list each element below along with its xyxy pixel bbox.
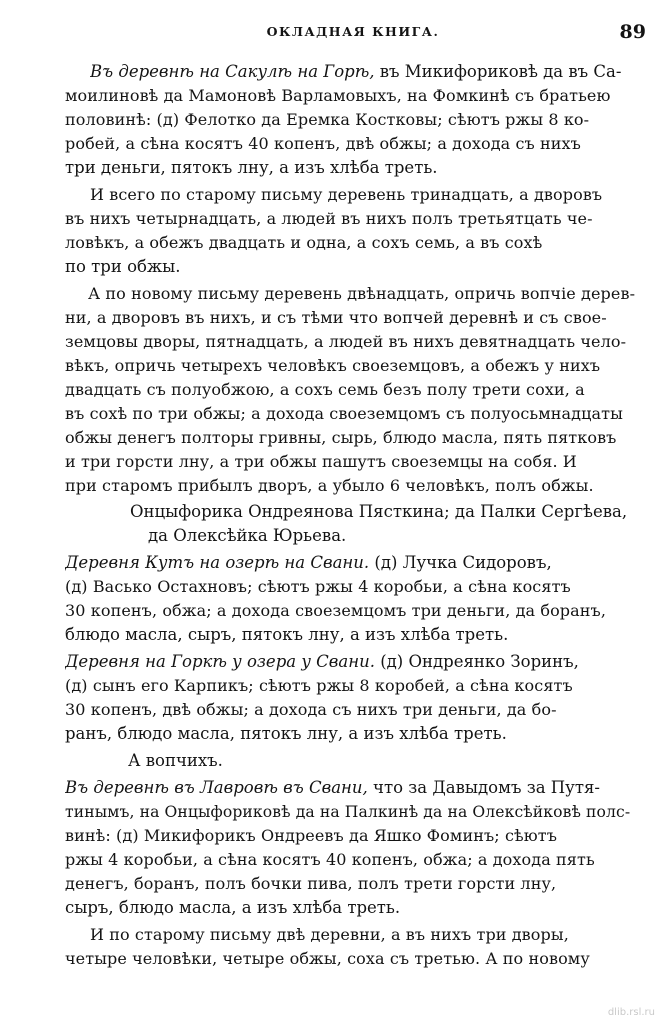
text-line: 30 копенъ, обжа; а дохода своеземцомъ три деньги, да боранъ,: [65, 601, 607, 620]
text-line: въ сохѣ по три обжы; а дохода своеземцомъ съ полуосьмнадцаты: [65, 404, 623, 423]
village-name: Деревня на Горкѣ у озера у Свани.: [65, 652, 375, 671]
text-line: 30 копенъ, двѣ обжы; а дохода съ нихъ три деньги, да бо-: [65, 700, 557, 719]
text-line: тинымъ, на Онцыфориковѣ да на Палкинѣ да на Олексѣйковѣ полс-: [65, 803, 631, 821]
text-line: четыре человѣки, четыре обжы, соха съ третью. А по новому: [65, 949, 590, 968]
text-line: по три обжы.: [65, 257, 181, 276]
text-line: И по старому письму двѣ деревни, а въ нихъ три дворы,: [90, 925, 569, 944]
running-head: [60, 21, 646, 46]
text-line: А по новому письму деревень двѣнадцать, опричь вопчіе дерев-: [88, 284, 636, 303]
text-line: сыръ, блюдо масла, а изъ хлѣба треть.: [65, 898, 401, 917]
watermark: dlib.rsl.ru: [607, 1007, 655, 1018]
text-line: (д) Васько Остахновъ; сѣютъ ржы 4 коробьи, а сѣна косятъ: [65, 577, 571, 596]
text-line: ржы 4 коробьи, а сѣна косятъ 40 копенъ, обжа; а дохода пять: [65, 850, 595, 869]
text-line: земцовы дворы, пятнадцать, а людей въ нихъ девятнадцать чело-: [65, 332, 627, 351]
text-line: двадцать съ полуобжою, а сохъ семь безъ полу трети сохи, а: [65, 380, 585, 399]
text-line: вѣкъ, опричь четырехъ человѣкъ своеземцовъ, а обежъ у нихъ: [65, 356, 601, 375]
text-line: робей, а сѣна косятъ 40 копенъ, двѣ обжы; а дохода съ нихъ: [65, 134, 581, 153]
village-name: Деревня Кутъ на озерѣ на Свани.: [65, 553, 370, 572]
text-line: винѣ: (д) Микифорикъ Ондреевъ да Яшко Фоминъ; сѣютъ: [65, 826, 558, 845]
text-line: [65, 776, 600, 800]
page-number: 89: [619, 21, 646, 43]
text-line: три деньги, пятокъ лну, а изъ хлѣба треть.: [65, 158, 438, 177]
section-heading: А вопчихъ.: [128, 751, 223, 770]
running-title: ОКЛАДНАЯ КНИГА.: [266, 24, 440, 39]
text-line: обжы денегъ полторы гривны, сырь, блюдо масла, пять пятковъ: [65, 428, 617, 447]
text-line: [90, 60, 621, 84]
text-line: моилиновѣ да Мамоновѣ Варламовыхъ, на Фомкинѣ съ братьею: [65, 86, 611, 105]
text-line: половинѣ: (д) Фелотко да Еремка Костковы; сѣютъ ржы 8 ко-: [65, 110, 590, 129]
text-line: ни, а дворовъ въ нихъ, и съ тѣми что вопчей деревнѣ и съ свое-: [65, 308, 607, 327]
village-name: Въ деревнѣ на Сакулѣ на Горѣ,: [90, 62, 375, 81]
text-line: [65, 650, 579, 674]
text-line: ловѣкъ, а обежъ двадцать и одна, а сохъ семь, а въ сохѣ: [65, 233, 543, 252]
text-line: въ нихъ четырнадцать, а людей въ нихъ полъ третьятцать че-: [65, 209, 593, 228]
text-line: ранъ, блюдо масла, пятокъ лну, а изъ хлѣба треть.: [65, 724, 507, 743]
text-run: въ Микифориковѣ да въ Са-: [374, 62, 622, 81]
text-line: да Олексѣйка Юрьева.: [148, 526, 347, 545]
text-line: блюдо масла, сыръ, пятокъ лну, а изъ хлѣба треть.: [65, 625, 509, 644]
text-line: денегъ, боранъ, полъ бочки пива, полъ трети горсти лну,: [65, 874, 557, 893]
text-line: Онцыфорика Ондреянова Пясткина; да Палки Сергѣева,: [130, 502, 628, 521]
text-run: что за Давыдомъ за Путя-: [367, 778, 600, 797]
text-run: (д) Лучка Сидоровъ,: [369, 553, 552, 572]
text-line: и три горсти лну, а три обжы пашутъ своеземцы на собя. И: [65, 452, 577, 471]
village-name: Въ деревнѣ въ Лавровѣ въ Свани,: [65, 778, 368, 797]
text-line: при старомъ прибылъ дворъ, а убыло 6 человѣкъ, полъ обжы.: [65, 476, 594, 495]
text-line: И всего по старому письму деревень тринадцать, а дворовъ: [90, 185, 603, 204]
text-line: [65, 551, 552, 575]
text-run: (д) Ондреянко Зоринъ,: [374, 652, 579, 671]
text-line: (д) сынъ его Карпикъ; сѣютъ ржы 8 коробей, а сѣна косятъ: [65, 676, 573, 695]
